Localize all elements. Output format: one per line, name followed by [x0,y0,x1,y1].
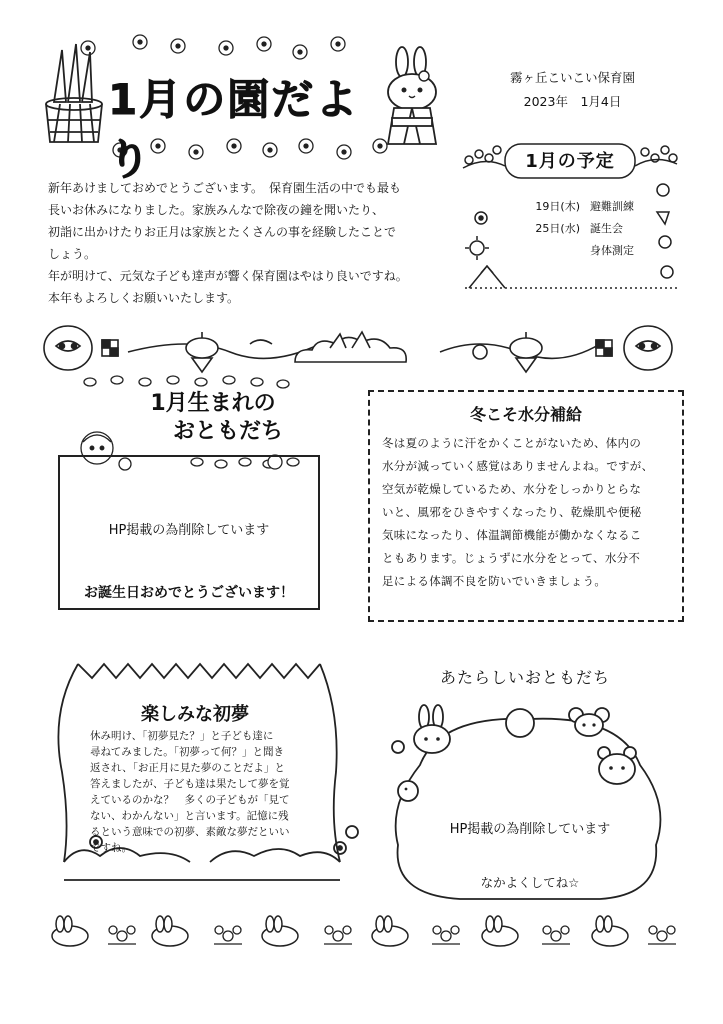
water-text: 冬は夏のように汗をかくことがないため、体内の 水分が減っていく感覚はありませんよね。ですが、 空気が乾燥しているため、水分をしっかりとらな いと、風邪をひきやすくなったり、乾燥肌や便秘 気味になったり、体温調節機能が働かなくなるこ ともあります。じょうずに水分をとって、水分不 足による体調不良を防いでいきましょう。 [382,436,654,588]
schedule-title: 1月の予定 [525,151,615,172]
rabbit-kimono-icon [378,46,448,151]
school-name: 霧ヶ丘こいこい保育園 [509,70,635,85]
rabbit-flower-border [50,912,690,962]
dream-text: 休み明け、「初夢見た？」と子ども達に 尋ねてみました。「初夢って何？」と聞き 返され、「お正月に見た夢のことだよ」と 答えましたが、子ども達は果たして夢を覚 えているのかな？ 多くの子どもが「見て ない、わかんない」と言います。記憶に残 るという意味での初夢、素敵な夢だといい ですね。 [90,730,290,854]
newfriends-placeholder: HP掲載の為削除しています [449,822,611,837]
schedule-event: 身体測定 [590,244,634,257]
water-title: 冬こそ水分補給 [469,405,582,424]
schedule-row [500,218,660,240]
schedule-list [500,196,660,262]
intro-text: 新年あけましておめでとうございます。 保育園生活の中でも最も 長いお休みになりました。家族みんなで除夜の鐘を聞いたり、 初詣に出かけたりお正月は家族とたくさんの事を経験したことで しょう。 年が明けて、元気な子ども達声が響く保育園はやはり良いですね。 本年もよろしくお願いいたします。 [48,181,408,305]
dream-title: 楽しみな初夢 [141,704,249,725]
schedule-event: 避難訓練 [590,200,634,213]
newfriends-title: あたらしいおともだち [439,668,610,687]
schedule-date: 19日(木) [535,200,580,213]
birthday-message: お誕生日おめでとうございます！ [84,585,294,601]
birthday-title-line1: 1月生まれの [150,391,276,416]
schedule-date: 25日(水) [535,222,580,235]
issue-date: 2023年 1月4日 [523,94,622,109]
page-title: 1月の園だより [108,75,360,184]
birthday-title-line2: おともだち [172,419,283,444]
schedule-event: 誕生会 [590,222,623,235]
newfriends-message: なかよくしてね☆ [480,875,580,890]
schedule-row [500,196,660,218]
schedule-row [500,240,660,262]
schedule-date [500,240,590,262]
new-year-divider [40,318,700,374]
birthday-placeholder: HP掲載の為削除しています [108,523,270,538]
birthday-box-top [58,455,320,457]
kadomatsu-icon [40,42,110,152]
birthday-title [128,390,298,446]
